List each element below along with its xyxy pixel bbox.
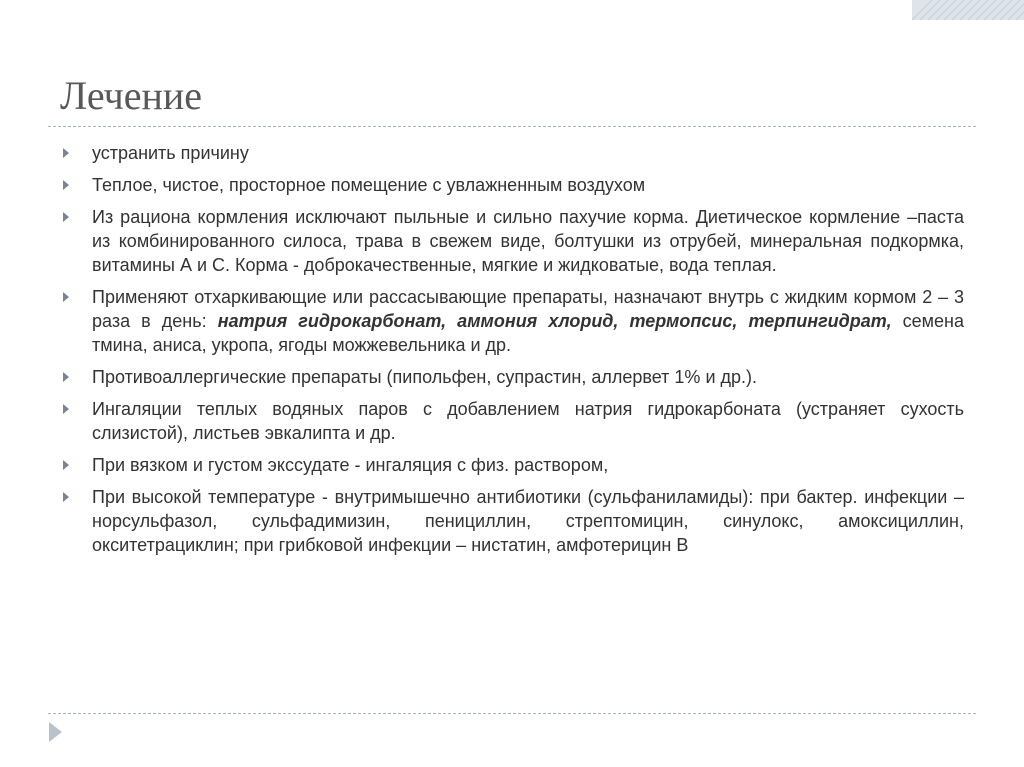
list-item [60, 453, 964, 477]
list-item-text: Ингаляции теплых водяных паров с добавлением натрия гидрокарбоната (устраняет сухость слизистой), листьев эвкалипта и др. [92, 399, 964, 443]
slide-content [60, 141, 964, 565]
triangle-bullet-icon [63, 148, 69, 158]
list-item-text: Противоаллергические препараты (пипольфен, супрастин, аллервет 1% и др.). [92, 367, 758, 387]
list-item [60, 397, 964, 445]
triangle-bullet-icon [63, 292, 69, 302]
list-item [60, 173, 964, 197]
triangle-bullet-icon [63, 404, 69, 414]
drug-names-emphasis: натрия гидрокарбонат, аммония хлорид, термопсис, терпингидрат, [217, 311, 892, 331]
bullet-list [60, 141, 964, 557]
title-divider [48, 126, 976, 127]
list-item-text: Теплое, чистое, просторное помещение с увлажненным воздухом [92, 175, 646, 195]
list-item-text: семена тмина, аниса, укропа, ягоды можжевельника и др. [92, 311, 964, 355]
list-item [60, 205, 964, 277]
corner-decoration [912, 0, 1024, 20]
triangle-bullet-icon [63, 460, 69, 470]
footer-divider [48, 713, 976, 714]
list-item-text: При высокой температуре - внутримышечно антибиотики (сульфаниламиды): при бактер. инфекции – норсульфазол, сульфадимизин, пенициллин, стрептомицин, синулокс, амоксициллин, окситетрациклин; при грибковой инфекции – нистатин, амфотерицин В [92, 487, 964, 555]
triangle-bullet-icon [63, 492, 69, 502]
play-triangle-icon[interactable] [49, 722, 62, 742]
list-item [60, 285, 964, 357]
list-item [60, 141, 964, 165]
triangle-bullet-icon [63, 372, 69, 382]
list-item-text: Применяют отхаркивающие или рассасывающие препараты, назначают внутрь с жидким кормом 2 – 3 раза в день: [92, 287, 964, 331]
list-item-text: Из рациона кормления исключают пыльные и сильно пахучие корма. Диетическое кормление –паста из комбинированного силоса, трава в свежем виде, болтушки из отрубей, минеральная подкормка, витамины А и С. Корма - доброкачественные, мягкие и жидковатые, вода теплая. [92, 207, 964, 275]
triangle-bullet-icon [63, 180, 69, 190]
list-item [60, 485, 964, 557]
slide-title: Лечение [60, 73, 203, 118]
list-item-text: устранить причину [92, 143, 249, 163]
list-item-text: При вязком и густом экссудате - ингаляция с физ. раствором, [92, 455, 609, 475]
list-item [60, 365, 964, 389]
triangle-bullet-icon [63, 212, 69, 222]
